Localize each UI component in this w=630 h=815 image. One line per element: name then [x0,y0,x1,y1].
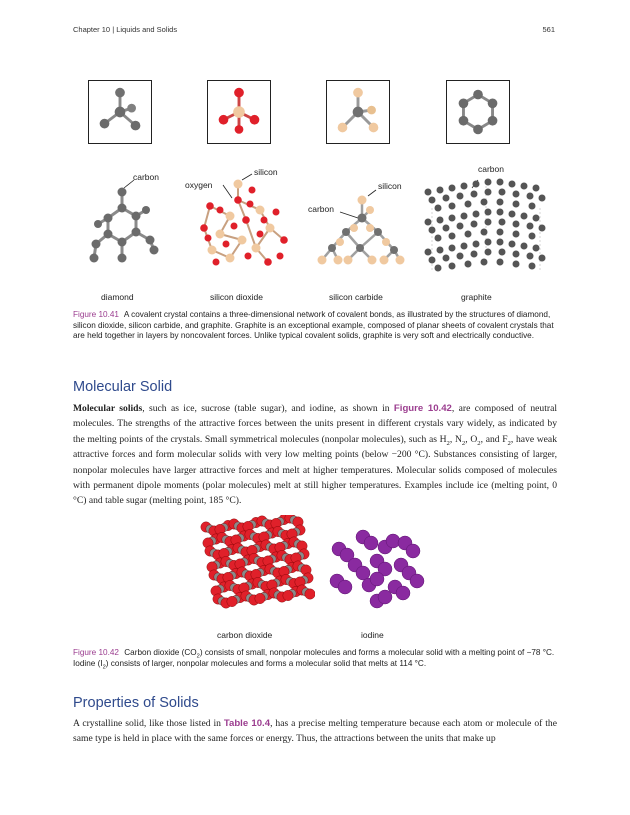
caption-text: ) consists of small, nonpolar molecules and forms a molecular solid with a melting point of −78 °C. Iodine (I [73,648,555,668]
properties-of-solids-paragraph [73,716,557,747]
para-text: A crystalline solid, like those listed in [73,718,224,729]
carbon-dioxide-crystal [200,515,315,620]
figure-10-41-caption [73,310,555,342]
para-text: , has a precise melting temperature because each atom or molecule of the same type is held in place with the same forces or energy. Thus, the attractions between the units that make up [73,718,557,745]
para-text: , O [465,433,478,445]
running-head-page-number: 561 [542,25,555,34]
subscript: 2 [507,439,511,447]
caption-text: Carbon dioxide (CO [124,648,197,657]
molecular-solid-paragraph [73,401,557,509]
graphite-carbon-label: carbon [478,164,504,174]
silicon-dioxide-silicon-label: silicon [254,167,278,177]
iodine-name: iodine [361,630,384,640]
silicon-dioxide-name: silicon dioxide [210,292,263,302]
para-text: , are composed of neutral molecules. The strengths of the attractive forces between the units present in different crystals vary widely, as indicated by the melting points of the crystals. Small symmetrical molecules (nonpolar molecules), such as H [73,403,557,445]
silicon-carbide-name: silicon carbide [329,292,383,302]
para-text: , and F [480,433,508,445]
silicon-carbide-unit-box [326,80,390,144]
subscript: 2 [446,439,450,447]
subscript: 2 [196,653,200,660]
table-10-4-link[interactable]: Table 10.4 [223,718,271,729]
silicon-carbide-carbon-label: carbon [308,204,334,214]
figure-10-42-caption [73,648,555,669]
diamond-unit-box [88,80,152,144]
figure-10-41-label: Figure 10.41 [73,310,119,319]
para-text: , N [449,433,462,445]
caption-text: ) consists of larger, nonpolar molecules and forms a molecular solid that melts at 114 °C. [105,658,427,668]
para-text: , have weak attractive forces and form molecular solids with very low melting points (below −200 °C). Substances consisting of larger, nonpolar molecules have larger attractive forces and melt at higher temperatures. Molecular solids composed of molecules with permanent dipole moments (polar molecules) melt at still higher temperatures. Examples include ice (melting point, 0 °C) and table sugar (melting point, 185 °C). [73,433,557,507]
subscript: 2 [461,439,466,447]
subscript: 2 [102,664,106,671]
graphite-unit-box [446,80,510,144]
running-head-chapter: Chapter 10 | Liquids and Solids [73,25,178,34]
properties-of-solids-heading: Properties of Solids [73,695,199,711]
iodine-crystal [325,525,425,610]
silicon-dioxide-unit-box [207,80,271,144]
figure-10-42-label: Figure 10.42 [73,648,119,657]
silicon-dioxide-oxygen-label: oxygen [185,180,213,190]
molecular-solid-heading: Molecular Solid [73,379,173,395]
graphite-name: graphite [461,292,492,302]
diamond-carbon-label: carbon [133,172,159,182]
silicon-carbide-structure [310,188,410,273]
subscript: 2 [477,439,481,447]
para-text: , such as ice, sucrose (table sugar), and iodine, as shown in [142,403,394,414]
diamond-structure [80,170,170,270]
graphite-structure [412,168,552,283]
silicon-carbide-silicon-label: silicon [378,181,402,191]
diamond-name: diamond [101,292,134,302]
figure-10-41-caption-text: A covalent crystal contains a three-dimensional network of covalent bonds, as illustrated by the structures of diamond, silicon dioxide, silicon carbide, and graphite. Graphite is an exceptional example, composed of planar sheets of covalent crystals that are held together in layers by noncovalent forces. Unlike typical covalent solids, graphite is very soft and electrically conductive. [73,310,554,341]
figure-10-42-link[interactable]: Figure 10.42 [393,403,452,414]
carbon-dioxide-name: carbon dioxide [217,630,273,640]
molecular-solids-term: Molecular solids [73,403,143,414]
